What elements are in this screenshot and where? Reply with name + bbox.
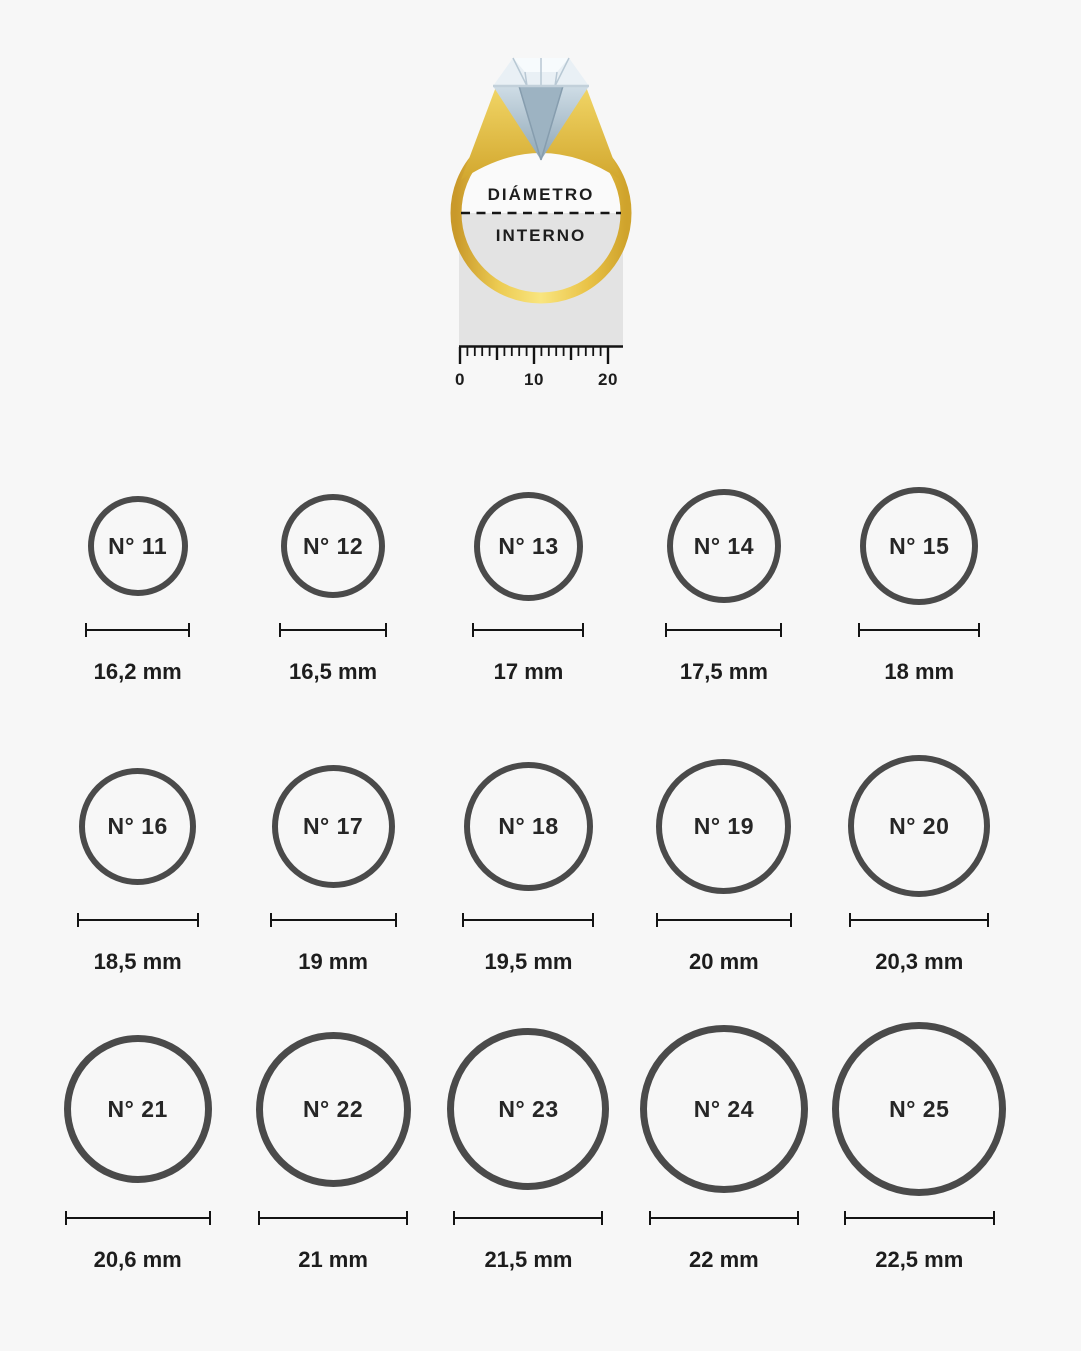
size-cell <box>626 751 821 975</box>
measure-endcap-left <box>85 623 87 637</box>
measure-endcap-right <box>209 1211 211 1225</box>
ring-size-circle <box>832 1022 1006 1196</box>
size-cell <box>40 751 235 975</box>
size-row-3 <box>40 1019 1017 1273</box>
measure-line <box>858 629 980 631</box>
measure-endcap-right <box>993 1211 995 1225</box>
ruler <box>455 347 623 390</box>
measure-endcap-right <box>790 913 792 927</box>
measure-endcap-left <box>258 1211 260 1225</box>
inner-diameter-label-bottom: INTERNO <box>495 226 586 245</box>
size-cell <box>626 481 821 685</box>
diameter-measure-line <box>656 913 792 927</box>
ring-size-circle <box>64 1035 212 1183</box>
circle-zone <box>848 751 990 901</box>
diameter-measure-line <box>258 1211 408 1225</box>
ring-size-number: N° 22 <box>302 1095 364 1122</box>
measure-line <box>472 629 584 631</box>
diameter-value-label: 22,5 mm <box>875 1247 964 1272</box>
diameter-measure-line <box>849 913 989 927</box>
size-cell <box>822 751 1017 975</box>
circle-zone <box>640 1019 808 1199</box>
diameter-measure-line <box>77 913 199 927</box>
size-cell <box>40 1019 235 1273</box>
diameter-value-label: 20 mm <box>689 949 759 974</box>
ring-size-circle <box>256 1032 411 1187</box>
size-cell <box>235 1019 430 1273</box>
size-cell <box>235 481 430 685</box>
ring-size-circle <box>860 487 978 605</box>
circle-zone <box>832 1019 1006 1199</box>
diameter-measure-line <box>279 623 387 637</box>
diameter-measure-line <box>858 623 980 637</box>
ring-size-circle <box>667 489 781 603</box>
ring-size-number: N° 19 <box>693 812 754 839</box>
measure-line <box>85 629 190 631</box>
measure-endcap-left <box>665 623 667 637</box>
ring-size-circle <box>447 1028 609 1190</box>
diameter-value-label: 18,5 mm <box>93 949 182 974</box>
measure-endcap-left <box>270 913 272 927</box>
diameter-measure-line <box>665 623 782 637</box>
measure-endcap-right <box>406 1211 408 1225</box>
ring-size-number: N° 12 <box>302 532 364 559</box>
diameter-measure-line <box>462 913 594 927</box>
circle-zone <box>281 481 385 611</box>
diameter-measure-line <box>453 1211 603 1225</box>
measure-endcap-left <box>65 1211 67 1225</box>
measure-endcap-right <box>582 623 584 637</box>
size-cell <box>235 751 430 975</box>
diameter-value-label: 16,5 mm <box>289 659 378 684</box>
diameter-value-label: 18 mm <box>884 659 955 684</box>
diameter-measure-line <box>85 623 190 637</box>
size-cell <box>431 1019 626 1273</box>
measure-line <box>453 1217 603 1219</box>
diameter-value-label: 19,5 mm <box>484 949 573 974</box>
measure-endcap-right <box>797 1211 799 1225</box>
diameter-value-label: 21 mm <box>298 1247 368 1272</box>
measure-line <box>665 629 782 631</box>
measure-line <box>65 1217 211 1219</box>
ruler-label-10: 10 <box>523 370 544 389</box>
diameter-measure-line <box>649 1211 799 1225</box>
measure-endcap-right <box>987 913 989 927</box>
ring-size-circle <box>272 765 395 888</box>
size-cell <box>431 751 626 975</box>
measure-endcap-left <box>649 1211 651 1225</box>
diameter-value-label: 17,5 mm <box>679 659 768 684</box>
measure-line <box>849 919 989 921</box>
measure-endcap-left <box>77 913 79 927</box>
measure-endcap-right <box>978 623 980 637</box>
ring-size-number: N° 14 <box>693 532 754 559</box>
ring-size-number: N° 15 <box>889 532 950 559</box>
measure-line <box>844 1217 995 1219</box>
measure-line <box>649 1217 799 1219</box>
ring-size-number: N° 11 <box>108 532 168 559</box>
ring-size-number: N° 23 <box>498 1095 559 1122</box>
ring-size-circle <box>474 492 583 601</box>
measure-line <box>270 919 397 921</box>
measure-endcap-left <box>849 913 851 927</box>
size-cell <box>40 481 235 685</box>
measure-endcap-left <box>462 913 464 927</box>
ruler-label-20: 20 <box>597 370 618 389</box>
measure-line <box>258 1217 408 1219</box>
measure-endcap-left <box>472 623 474 637</box>
diameter-measure-line <box>270 913 397 927</box>
ring-size-number: N° 21 <box>107 1095 168 1122</box>
size-cell <box>822 1019 1017 1273</box>
ring-illustration <box>431 40 651 405</box>
measure-endcap-right <box>385 623 387 637</box>
ring-size-circle <box>88 496 188 596</box>
ring-size-number: N° 24 <box>693 1095 754 1122</box>
size-row-2 <box>40 751 1017 975</box>
ring-diagram <box>0 0 1081 405</box>
ring-size-number: N° 13 <box>498 532 559 559</box>
ring-size-number: N° 16 <box>107 812 168 839</box>
circle-zone <box>79 751 196 901</box>
ring-size-circle <box>281 494 385 598</box>
measure-endcap-right <box>188 623 190 637</box>
circle-zone <box>474 481 583 611</box>
size-row-1 <box>40 481 1017 685</box>
measure-line <box>462 919 594 921</box>
circle-zone <box>860 481 978 611</box>
measure-endcap-right <box>395 913 397 927</box>
measure-endcap-left <box>656 913 658 927</box>
circle-zone <box>88 481 188 611</box>
measure-line <box>656 919 792 921</box>
ring-size-number: N° 17 <box>302 812 364 839</box>
inner-diameter-label-top: DIÁMETRO <box>487 185 594 204</box>
measure-endcap-right <box>601 1211 603 1225</box>
diameter-value-label: 20,3 mm <box>875 949 964 974</box>
ring-size-circle <box>464 762 593 891</box>
ring-size-circle <box>848 755 990 897</box>
measure-endcap-left <box>858 623 860 637</box>
measure-line <box>279 629 387 631</box>
diameter-value-label: 19 mm <box>298 949 368 974</box>
circle-zone <box>656 751 791 901</box>
ruler-label-0: 0 <box>454 370 465 389</box>
circle-zone <box>256 1019 411 1199</box>
diameter-measure-line <box>65 1211 211 1225</box>
ring-size-number: N° 18 <box>498 812 559 839</box>
measure-endcap-right <box>780 623 782 637</box>
ring-size-circle <box>656 759 791 894</box>
diameter-value-label: 20,6 mm <box>93 1247 182 1272</box>
measure-endcap-left <box>279 623 281 637</box>
diameter-value-label: 16,2 mm <box>93 659 182 684</box>
circle-zone <box>272 751 395 901</box>
diameter-measure-line <box>472 623 584 637</box>
circle-zone <box>667 481 781 611</box>
circle-zone <box>447 1019 609 1199</box>
size-cell <box>431 481 626 685</box>
circle-zone <box>464 751 593 901</box>
circle-zone <box>64 1019 212 1199</box>
measure-endcap-right <box>197 913 199 927</box>
size-cell <box>626 1019 821 1273</box>
measure-endcap-right <box>592 913 594 927</box>
measure-endcap-left <box>453 1211 455 1225</box>
measure-endcap-left <box>844 1211 846 1225</box>
ring-size-number: N° 20 <box>889 812 950 839</box>
ring-size-circle <box>640 1025 808 1193</box>
size-cell <box>822 481 1017 685</box>
measure-line <box>77 919 199 921</box>
ring-size-circle <box>79 768 196 885</box>
size-grid <box>0 481 1081 1273</box>
ring-size-number: N° 25 <box>889 1095 950 1122</box>
diameter-value-label: 21,5 mm <box>484 1247 573 1272</box>
diameter-value-label: 17 mm <box>493 659 564 684</box>
diameter-value-label: 22 mm <box>689 1247 759 1272</box>
diameter-measure-line <box>844 1211 995 1225</box>
